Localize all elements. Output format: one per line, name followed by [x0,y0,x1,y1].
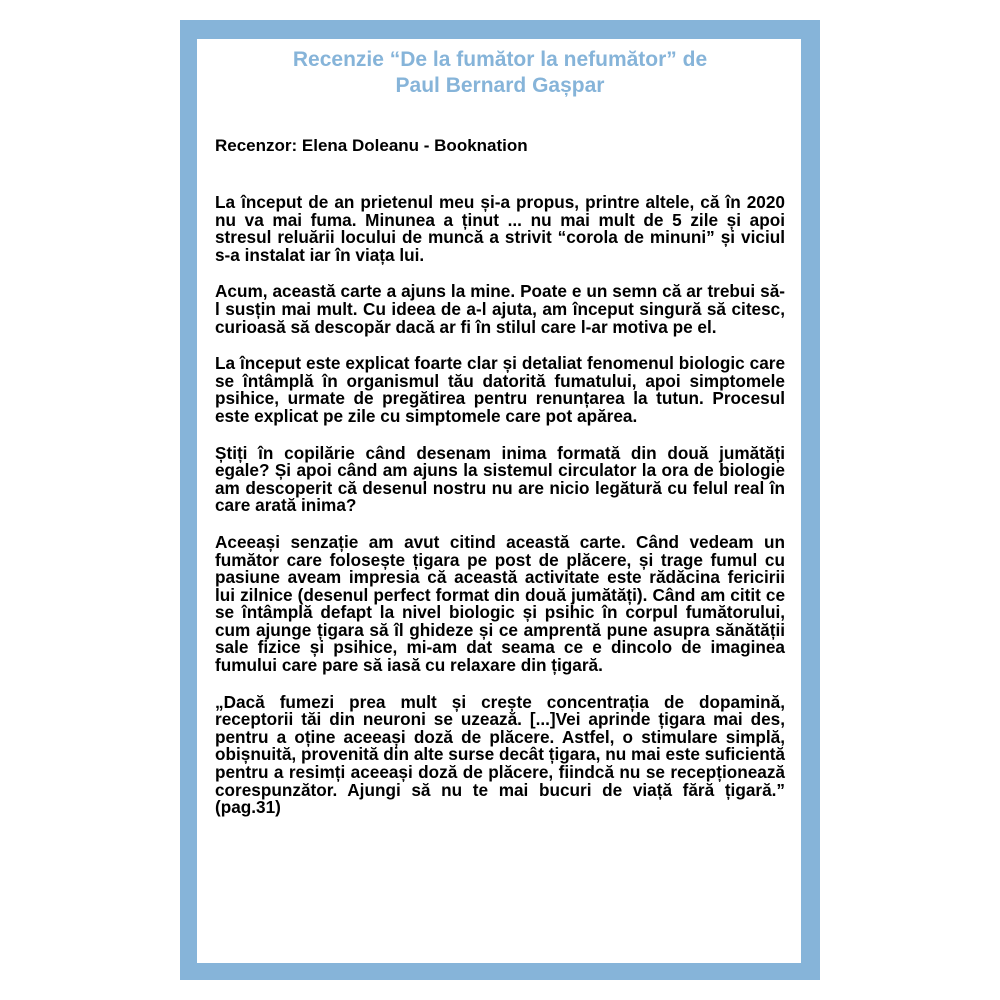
reviewer-line: Recenzor: Elena Doleanu - Booknation [215,136,528,155]
paragraph-5: Aceeași senzație am avut citind această carte. Când vedeam un fumător care folosește țigara pe post de plăcere, și trage fumul cu pasiune aveam impresia că această activitate este rădăcina fericirii lui zilnice (desenul perfect format din două jumătăți). Când am citit ce se întâmplă defapt la nivel biologic și psihic în corpul fumătorului, cum ajunge țigara să îl ghideze și ce amprentă pune asupra sănătății sale fizice și psihice, mi-am dat seama ce e dincolo de imaginea fumului care pare să iasă cu relaxare din țigară. [215,531,785,676]
review-title [215,47,785,99]
paragraph-1: La început de an prietenul meu și-a propus, printre altele, că în 2020 nu va mai fuma. Minunea a ținut ... nu mai mult de 5 zile și apoi stresul reluării locului de muncă a strivit “corola de minuni” și viciul s-a instalat iar în viața lui. [215,192,785,265]
paragraph-3: La început este explicat foarte clar și detaliat fenomenul biologic care se întâmplă în organismul tău datorită fumatului, apoi simptomele psihice, urmate de pregătirea pentru renunțarea la tutun. Procesul este explicat pe zile cu simptomele care pot apărea. [215,353,785,426]
review-title-line-1: Recenzie “De la fumător la nefumător” de [292,48,708,71]
review-sheet [197,39,801,963]
paragraph-2: Acum, această carte a ajuns la mine. Poate e un semn că ar trebui să-l susțin mai mult. Cu ideea de a-l ajuta, am început singură să citesc, curioasă să descopăr dacă ar fi în stilul care l-ar motiva pe el. [215,281,785,337]
quote-paragraph: „Dacă fumezi prea mult și crește concentrația de dopamină, receptorii tăi din neuroni se uzează. [...]Vei aprinde țigara mai des, pentru a oține aceeași doză de plăcere. Astfel, o stimulare simplă, obișnuită, provenită din alte surse decât țigara, nu mai este suficientă pentru a resimți aceeași doză de plăcere, fiindcă nu se recepționează corespunzător. Ajungi să nu te mai bucuri de viață fără țigară.” (pag.31) [215,691,785,818]
review-body [215,194,785,817]
paragraph-4: Știți în copilărie când desenam inima formată din două jumătăți egale? Și apoi când am ajuns la sistemul circulator la ora de biologie am descoperit că desenul nostru nu are nicio legătură cu felul real în care arată inima? [215,442,785,516]
page-frame [180,20,820,980]
review-title-line-2: Paul Bernard Gașpar [395,74,605,97]
